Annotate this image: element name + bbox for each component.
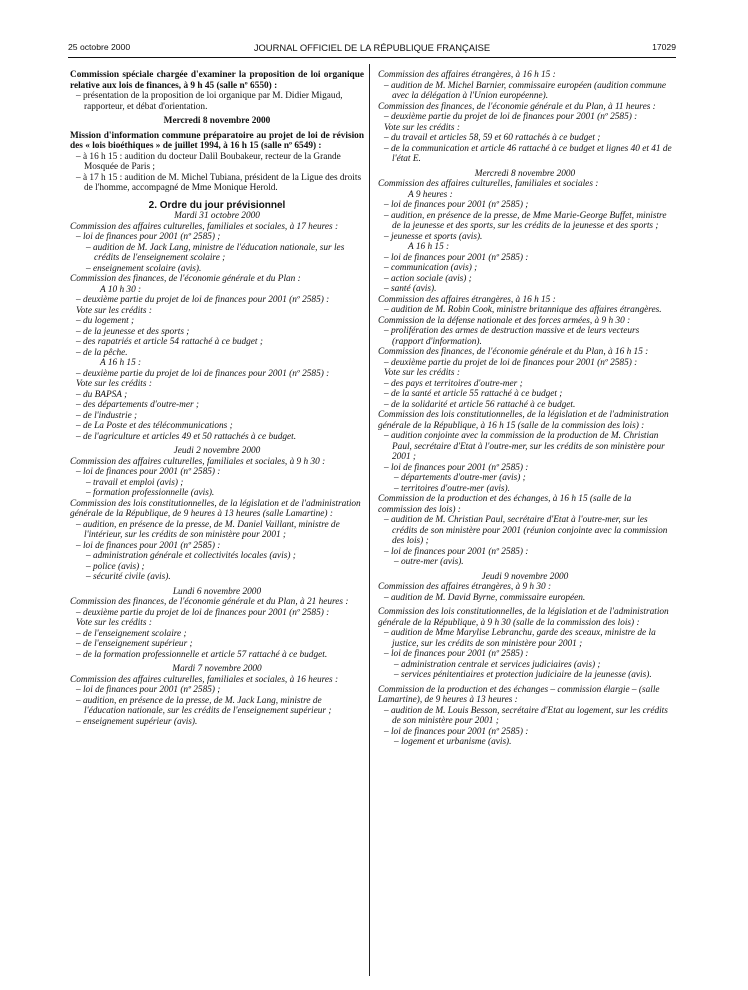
text-line: – police (avis) ; [86, 561, 145, 572]
text-line: – loi de finances pour 2001 (nº 2585) : [76, 467, 221, 477]
text-line: – deuxième partie du projet de loi de finances pour 2001 (nº 2585) : [76, 607, 330, 618]
text-line: – prolifération des armes de destruction massive et de leurs vecteurs (rapport d'information). [384, 326, 640, 347]
text-line: – loi de finances pour 2001 (nº 2585) : [76, 540, 221, 551]
text-line: A 9 heures : [408, 189, 453, 200]
text-line: – de la formation professionnelle et article 57 rattaché à ce budget. [76, 649, 328, 660]
text-line: Commission des affaires culturelles, familiales et sociales, à 9 h 30 : [70, 456, 326, 467]
text-line: – loi de finances pour 2001 (nº 2585) ; [76, 232, 221, 242]
text-line: – logement et urbanisme (avis). [394, 737, 512, 747]
text-line: – administration générale et collectivités locales (avis) ; [86, 551, 296, 561]
text-line: – action sociale (avis) ; [384, 273, 472, 284]
text-line: – santé (avis). [384, 284, 437, 294]
text-line: – de la jeunesse et des sports ; [76, 326, 190, 337]
text-line: Lundi 6 novembre 2000 [172, 586, 262, 597]
text-line: – loi de finances pour 2001 (nº 2585) : [384, 649, 529, 659]
text-line: Vote sur les crédits : [384, 368, 460, 378]
text-line: Commission des lois constitutionnelles, de la législation et de l'administration générale de la République, de 9 heures à 13 heures (salle Lamartine) : [70, 498, 361, 519]
text-line: – communication (avis) ; [384, 263, 478, 273]
text-line: Commission des finances, de l'économie générale et du Plan, à 16 h 15 : [378, 347, 649, 357]
column-divider [369, 64, 370, 976]
header-title: JOURNAL OFFICIEL DE LA RÉPUBLIQUE FRANÇAISE [253, 42, 491, 53]
text-line: – formation professionnelle (avis). [86, 488, 215, 498]
header-page-number: 17029 [652, 42, 676, 52]
text-line: – du travail et articles 58, 59 et 60 rattachés à ce budget ; [384, 133, 601, 143]
text-line: – de l'agriculture et articles 49 et 50 rattachés à ce budget. [76, 431, 297, 442]
text-line: Commission de la production et des échanges – commission élargie – (salle Lamartine), de 9 heures à 13 heures : [378, 684, 660, 705]
text-line: Vote sur les crédits : [76, 379, 152, 389]
text-line: Commission des lois constitutionnelles, de la législation et de l'administration générale de la République, à 16 h 15 (salle de la commission des lois) : [378, 410, 669, 431]
text-line: – audition conjointe avec la commission de la production de M. Christian Paul, secrétaire d'Etat à l'outre-mer, sur les crédits de son ministère pour 2001 ; [384, 431, 665, 462]
text-line: – sécurité civile (avis). [86, 572, 171, 582]
text-line: – deuxième partie du projet de loi de finances pour 2001 (nº 2585) : [76, 368, 330, 379]
text-line: – de la solidarité et article 56 rattaché à ce budget. [384, 399, 576, 410]
text-line: Commission de la défense nationale et des forces armées, à 9 h 30 : [378, 315, 631, 326]
right-column [378, 70, 672, 748]
text-line: – audition de M. Louis Besson, secrétaire d'Etat au logement, sur les crédits de son ministère pour 2001 ; [384, 705, 668, 726]
text-line: – deuxième partie du projet de loi de finances pour 2001 (nº 2585) : [76, 295, 330, 305]
text-line: A 16 h 15 : [408, 242, 450, 252]
text-line: Commission des affaires culturelles, familiales et sociales, à 16 heures : [70, 674, 339, 685]
page-header [68, 42, 676, 56]
text-line: – deuxième partie du projet de loi de finances pour 2001 (nº 2585) : [384, 112, 638, 122]
text-line: – audition, en présence de la presse, de M. Daniel Vaillant, ministre de l'intérieur, sur les crédits de son ministère pour 2001 ; [76, 519, 340, 540]
text-line: Commission des affaires étrangères, à 16 h 15 : [378, 70, 556, 80]
text-line: Vote sur les crédits : [76, 618, 152, 628]
text-line: Jeudi 9 novembre 2000 [481, 571, 569, 582]
text-line: Commission des affaires culturelles, familiales et sociales, à 17 heures : [70, 221, 339, 232]
text-line: Commission des affaires culturelles, familiales et sociales : [378, 179, 599, 189]
left-column [70, 70, 364, 727]
text-line: Jeudi 2 novembre 2000 [173, 446, 261, 456]
text-line: – audition de M. Jack Lang, ministre de l'éducation nationale, sur les crédits de l'enseignement scolaire ; [86, 242, 345, 263]
text-line: – de l'enseignement supérieur ; [76, 639, 193, 649]
text-line: Mardi 31 octobre 2000 [174, 211, 260, 221]
text-line: – du BAPSA ; [76, 389, 128, 400]
text-line: Commission de la production et des échanges, à 16 h 15 (salle de la commission des lois) : [378, 494, 632, 515]
text-line: – audition de Mme Marylise Lebranchu, garde des sceaux, ministre de la justice, sur les crédits de son ministère pour 2001 ; [384, 628, 656, 649]
text-line: – loi de finances pour 2001 (nº 2585) : [384, 252, 529, 263]
text-line: Commission des finances, de l'économie générale et du Plan : [70, 274, 301, 284]
text-line: Mardi 7 novembre 2000 [172, 664, 262, 674]
text-line: – travail et emploi (avis) ; [86, 477, 184, 488]
text-line: – audition de M. Christian Paul, secrétaire d'Etat à l'outre-mer, sur les crédits de son ministère pour 2001 (réunion conjointe avec la commission des lois) ; [384, 515, 668, 546]
text-line: Commission des affaires étrangères, à 16 h 15 : [378, 294, 556, 305]
text-line: – départements d'outre-mer (avis) ; [394, 473, 526, 483]
text-line: Mercredi 8 novembre 2000 [474, 168, 576, 179]
text-line: – audition de M. Michel Barnier, commissaire européen (audition commune avec la délégation à l'Union européenne). [384, 80, 667, 101]
text-line: – de la pêche. [76, 347, 128, 358]
text-line: – à 17 h 15 : audition de M. Michel Tubiana, président de la Ligue des droits de l'homme, accompagné de Mme Monique Herold. [76, 172, 362, 193]
text-line: – loi de finances pour 2001 (nº 2585) : [384, 462, 529, 473]
text-line: – présentation de la proposition de loi organique par M. Didier Migaud, rapporteur, et débat d'orientation. [76, 91, 343, 112]
text-line: – loi de finances pour 2001 (nº 2585) : [384, 546, 529, 557]
text-line: – des départements d'outre-mer ; [76, 400, 199, 410]
text-line: – audition, en présence de la presse, de Mme Marie-George Buffet, ministre de la jeunesse et des sports, sur les crédits de la jeunesse et des sports ; [384, 210, 667, 231]
text-line: – de La Poste et des télécommunications ; [76, 421, 233, 431]
text-line: 2. Ordre du jour prévisionnel [148, 199, 286, 211]
text-line: Commission des affaires étrangères, à 9 h 30 : [378, 582, 552, 592]
text-line: – audition de M. Robin Cook, ministre britannique des affaires étrangères. [384, 305, 662, 315]
text-line: A 10 h 30 : [100, 284, 142, 295]
text-line: – du logement ; [76, 316, 135, 326]
text-line: – enseignement supérieur (avis). [76, 716, 198, 727]
text-line: – de l'industrie ; [76, 410, 138, 421]
text-line: – jeunesse et sports (avis). [384, 231, 483, 242]
text-line: – enseignement scolaire (avis). [86, 263, 202, 274]
text-line: Commission des finances, de l'économie générale et du Plan, à 11 heures : [378, 101, 656, 112]
text-line: Vote sur les crédits : [76, 305, 152, 316]
text-line: – deuxième partie du projet de loi de finances pour 2001 (nº 2585) : [384, 357, 638, 368]
text-line: – de la santé et article 55 rattaché à ce budget ; [384, 389, 563, 399]
text-line: – des rapatriés et article 54 rattaché à ce budget ; [76, 337, 263, 347]
text-line: – des pays et territoires d'outre-mer ; [384, 378, 523, 389]
text-line: Commission des finances, de l'économie générale et du Plan, à 21 heures : [70, 597, 349, 607]
text-line: – outre-mer (avis). [394, 557, 464, 567]
text-line: – de l'enseignement scolaire ; [76, 628, 187, 639]
text-line: Mercredi 8 novembre 2000 [163, 116, 271, 126]
text-line: – de la communication et article 46 rattaché à ce budget et lignes 40 et 41 de l'état E. [384, 143, 672, 164]
text-line: A 16 h 15 : [100, 358, 142, 368]
text-line: – services pénitentiaires et protection judiciaire de la jeunesse (avis). [394, 670, 652, 680]
text-line: – territoires d'outre-mer (avis). [394, 483, 510, 494]
text-line: – audition de M. David Byrne, commissaire européen. [384, 592, 586, 603]
text-line: – loi de finances pour 2001 (nº 2585) ; [384, 200, 529, 210]
header-date: 25 octobre 2000 [68, 42, 131, 52]
text-line: – administration centrale et services judiciaires (avis) ; [394, 659, 601, 670]
text-line: Commission des lois constitutionnelles, de la législation et de l'administration générale de la République, à 9 h 30 (salle de la commission des lois) : [378, 607, 669, 628]
text-line: Vote sur les crédits : [384, 122, 460, 133]
header-rule [68, 57, 676, 58]
text-line: – à 16 h 15 : audition du docteur Dalil Boubakeur, recteur de la Grande Mosquée de Paris ; [76, 151, 341, 172]
text-line: Mission d'information commune préparatoire au projet de loi de révision des « lois bioéthiques » de juillet 1994, à 16 h 15 (salle nº 6549) : [70, 130, 364, 151]
text-line: – loi de finances pour 2001 (nº 2585) ; [76, 685, 221, 695]
text-line: – loi de finances pour 2001 (nº 2585) : [384, 726, 529, 737]
text-line: Commission spéciale chargée d'examiner la proposition de loi organique relative aux lois de finances, à 9 h 45 (salle nº 6550) : [70, 70, 364, 91]
text-line: – audition, en présence de la presse, de M. Jack Lang, ministre de l'éducation nationale, sur les crédits de l'enseignement supérieur ; [76, 695, 332, 716]
